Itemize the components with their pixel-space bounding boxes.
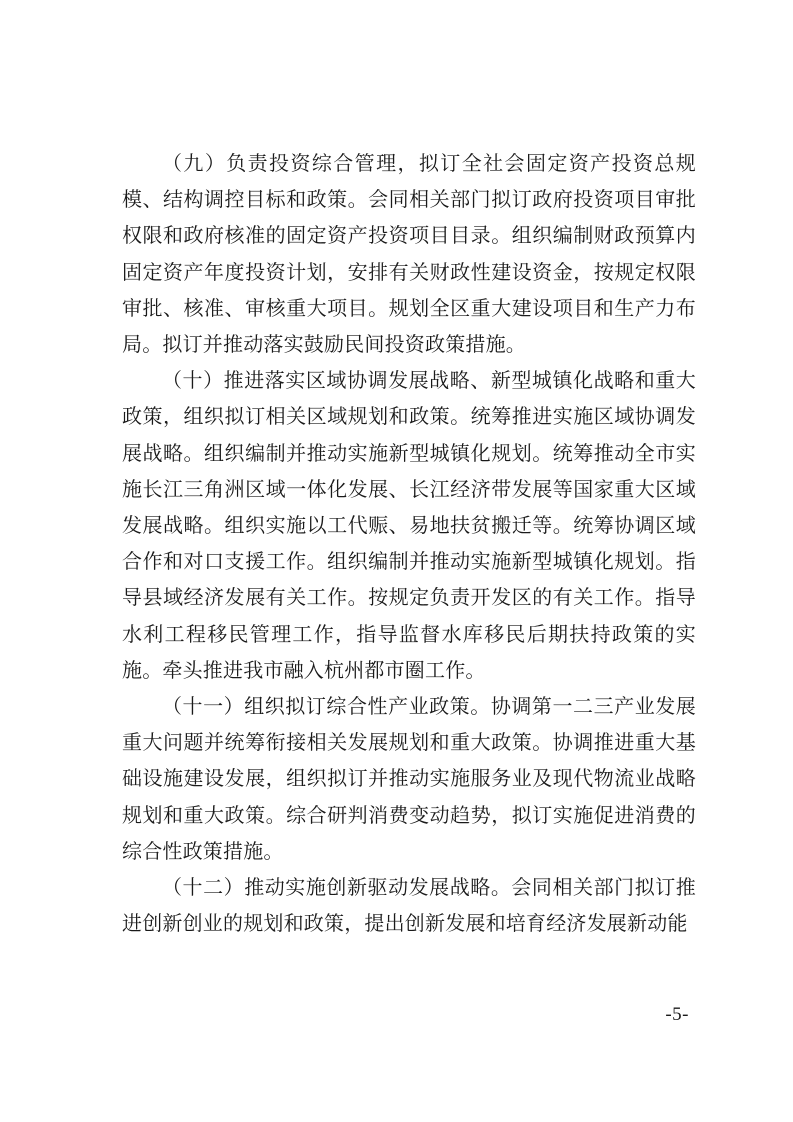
page-number: -5- [665, 1004, 689, 1025]
paragraph-item-11: （十一）组织拟订综合性产业政策。协调第一二三产业发展重大问题并统筹衔接相关发展规划和重大政策。协调推进重大基础设施建设发展，组织拟订并推动实施服务业及现代物流业战略规划和重大政策。综合研判消费变动趋势，拟订实施促进消费的综合性政策措施。 [122, 694, 696, 863]
paragraph-item-10: （十）推进落实区域协调发展战略、新型城镇化战略和重大政策，组织拟订相关区域规划和政策。统筹推进实施区域协调发展战略。组织编制并推动实施新型城镇化规划。统筹推动全市实施长江三角洲区域一体化发展、长江经济带发展等国家重大区域发展战略。组织实施以工代赈、易地扶贫搬迁等。统筹协调区域合作和对口支援工作。组织编制并推动实施新型城镇化规划。指导县域经济发展有关工作。按规定负责开发区的有关工作。指导水利工程移民管理工作，指导监督水库移民后期扶持政策的实施。牵头推进我市融入杭州都市圈工作。 [122, 368, 696, 682]
paragraph-item-12: （十二）推动实施创新驱动发展战略。会同相关部门拟订推进创新创业的规划和政策，提出创新发展和培育经济发展新动能 [122, 875, 696, 936]
paragraph-item-9: （九）负责投资综合管理，拟订全社会固定资产投资总规模、结构调控目标和政策。会同相关部门拟订政府投资项目审批权限和政府核准的固定资产投资项目目录。组织编制财政预算内固定资产年度投资计划，安排有关财政性建设资金，按规定权限审批、核准、审核重大项目。规划全区重大建设项目和生产力布局。拟订并推动落实鼓励民间投资政策措施。 [122, 151, 696, 357]
document-body [122, 145, 696, 941]
